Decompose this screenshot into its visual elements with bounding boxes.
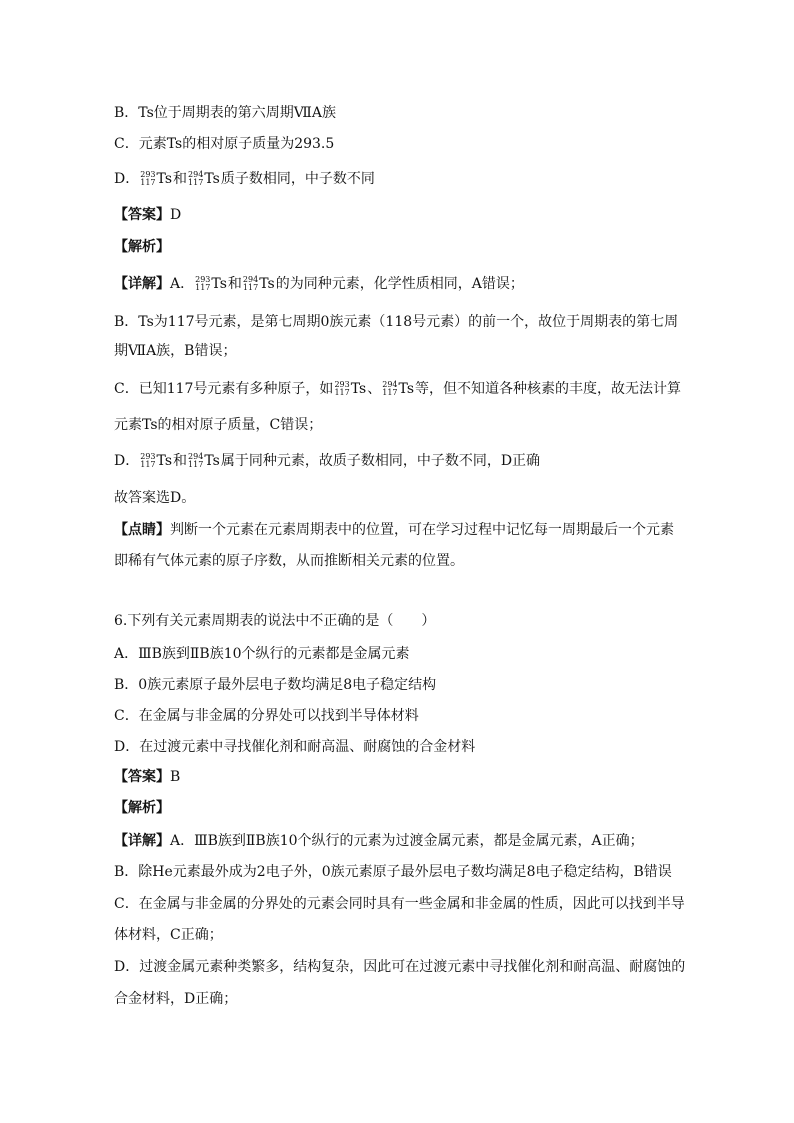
q5-answer [114, 206, 181, 224]
nuclide-symbol: Ts [259, 276, 275, 292]
q5-detail-b-line1 [114, 313, 678, 331]
q5-detail-d [114, 452, 540, 470]
q5-conclusion-text: 故答案选D。 [114, 490, 196, 506]
nuclide-mass: 293 [334, 380, 350, 389]
q5-option-c [114, 135, 334, 153]
q5-option-d [114, 170, 375, 188]
q5-detail-a-prefix: A． [170, 276, 195, 292]
q5-detail-b-line2 [114, 342, 236, 360]
nuclide-ts294 [188, 170, 220, 188]
q5-analysis [114, 238, 170, 256]
q6-detail-label: 【详解】 [114, 833, 170, 849]
q5-conclusion [114, 489, 195, 507]
nuclide-mass: 294 [242, 275, 259, 284]
q6-option-b [114, 676, 436, 694]
q6-answer-label: 【答案】 [114, 769, 170, 785]
nuclide-mass: 293 [195, 275, 211, 284]
q5-detail-a-and: 和 [227, 276, 242, 292]
nuclide-ts293 [140, 452, 172, 470]
q5-answer-label: 【答案】 [114, 207, 170, 223]
q6-detail-b-text: B．除He元素最外成为2电子外，0族元素原子最外层电子数均满足8电子稳定结构，B错误 [114, 864, 672, 880]
q5-detail-c-suffix: 等，但不知道各种核素的丰度，故无法计算 [415, 381, 682, 397]
nuclide-ts294 [188, 452, 220, 470]
nuclide-atomic: 117 [188, 460, 204, 469]
q5-tip-text2: 即稀有气体元素的原子序数，从而推断相关元素的位置。 [114, 553, 464, 569]
q6-analysis [114, 799, 170, 817]
nuclide-atomic: 117 [188, 178, 204, 187]
nuclide-ts293 [334, 380, 366, 398]
q6-answer [114, 768, 180, 786]
q5-tip-line1 [114, 521, 674, 539]
q6-option-b-text: B．0族元素原子最外层电子数均满足8电子稳定结构 [114, 677, 437, 693]
nuclide-ts294 [382, 380, 414, 398]
q5-detail-d-suffix: 属于同种元素，故质子数相同，中子数不同，D正确 [220, 453, 541, 469]
q6-answer-value: B [170, 769, 181, 785]
q5-option-d-prefix: D． [114, 171, 140, 187]
q5-tip-text1: 判断一个元素在元素周期表中的位置，可在学习过程中记忆每一周期最后一个元素 [170, 522, 674, 538]
q5-detail-c-line1 [114, 380, 681, 398]
nuclide-mass: 294 [382, 380, 398, 389]
q5-tip-line2 [114, 552, 464, 570]
q6-detail-c-text2: 体材料，C正确； [114, 927, 223, 943]
q6-detail-d-line1 [114, 958, 685, 976]
nuclide-symbol: Ts [156, 171, 173, 187]
q6-option-a [114, 645, 410, 663]
nuclide-mass: 293 [140, 170, 156, 179]
q5-detail-c-separator: 、 [367, 381, 382, 397]
q5-tip-label: 【点睛】 [114, 522, 170, 538]
nuclide-symbol: Ts [211, 276, 227, 292]
q5-option-d-suffix: 质子数相同，中子数不同 [220, 171, 375, 187]
nuclide-mass: 294 [188, 452, 204, 461]
q5-answer-value: D [170, 207, 182, 223]
nuclide-ts294 [243, 275, 275, 293]
nuclide-symbol: Ts [350, 381, 367, 397]
q6-stem-text: 6.下列有关元素周期表的说法中不正确的是（ ） [114, 613, 436, 629]
nuclide-mass: 294 [188, 170, 204, 179]
q6-detail-d-line2 [114, 990, 237, 1008]
q5-option-d-and: 和 [173, 171, 188, 187]
q5-option-b [114, 104, 336, 122]
nuclide-atomic: 117 [334, 388, 350, 397]
q5-detail-d-prefix: D． [114, 453, 140, 469]
nuclide-symbol: Ts [398, 381, 415, 397]
q6-option-c [114, 707, 419, 725]
nuclide-symbol: Ts [204, 171, 220, 187]
q5-detail-c-line2 [114, 416, 322, 434]
q5-detail-b-text2: 期ⅦA族，B错误； [114, 343, 237, 359]
nuclide-ts293 [195, 275, 227, 293]
q5-option-c-text: C．元素Ts的相对原子质量为293.5 [114, 136, 335, 152]
nuclide-atomic: 117 [242, 283, 259, 292]
q5-detail-d-and: 和 [173, 453, 188, 469]
q6-option-c-text: C．在金属与非金属的分界处可以找到半导体材料 [114, 708, 419, 724]
q6-option-a-text: A．ⅢB族到ⅡB族10个纵行的元素都是金属元素 [114, 646, 410, 662]
nuclide-atomic: 117 [140, 178, 156, 187]
nuclide-symbol: Ts [204, 453, 220, 469]
q5-detail-a-suffix: 的为同种元素，化学性质相同，A错误； [275, 276, 524, 292]
nuclide-mass: 293 [140, 452, 156, 461]
q6-detail-c-line2 [114, 926, 223, 944]
q6-detail-d-text2: 合金材料，D正确； [114, 991, 238, 1007]
q6-detail-d-text1: D．过渡金属元素种类繁多，结构复杂，因此可在过渡元素中寻找催化剂和耐高温、耐腐蚀的 [114, 959, 686, 975]
q5-detail-c-prefix: C．已知117号元素有多种原子，如 [114, 381, 334, 397]
nuclide-symbol: Ts [156, 453, 173, 469]
q5-analysis-label: 【解析】 [114, 239, 170, 255]
nuclide-atomic: 117 [140, 460, 156, 469]
q6-detail-c-text1: C．在金属与非金属的分界处的元素会同时具有一些金属和非金属的性质，因此可以找到半导 [114, 896, 685, 912]
q6-stem [114, 612, 435, 630]
nuclide-atomic: 117 [195, 283, 211, 292]
q6-detail-c-line1 [114, 895, 685, 913]
q6-detail-a-text: A．ⅢB族到ⅡB族10个纵行的元素为过渡金属元素，都是金属元素，A正确； [170, 833, 644, 849]
q5-detail-c-text2: 元素Ts的相对原子质量，C错误； [114, 417, 323, 433]
nuclide-atomic: 117 [382, 388, 398, 397]
q5-detail-label: 【详解】 [114, 276, 170, 292]
q5-detail-a [114, 275, 524, 293]
nuclide-ts293 [140, 170, 172, 188]
q6-detail-b [114, 863, 672, 881]
q6-option-d [114, 738, 475, 756]
q6-option-d-text: D．在过渡元素中寻找催化剂和耐高温、耐腐蚀的合金材料 [114, 739, 476, 755]
q6-detail-a [114, 832, 644, 850]
q6-analysis-label: 【解析】 [114, 800, 170, 816]
q5-detail-b-text1: B．Ts为117号元素，是第七周期0族元素（118号元素）的前一个，故位于周期表的第七周 [114, 314, 679, 330]
q5-option-b-text: B．Ts位于周期表的第六周期ⅦA族 [114, 105, 336, 121]
